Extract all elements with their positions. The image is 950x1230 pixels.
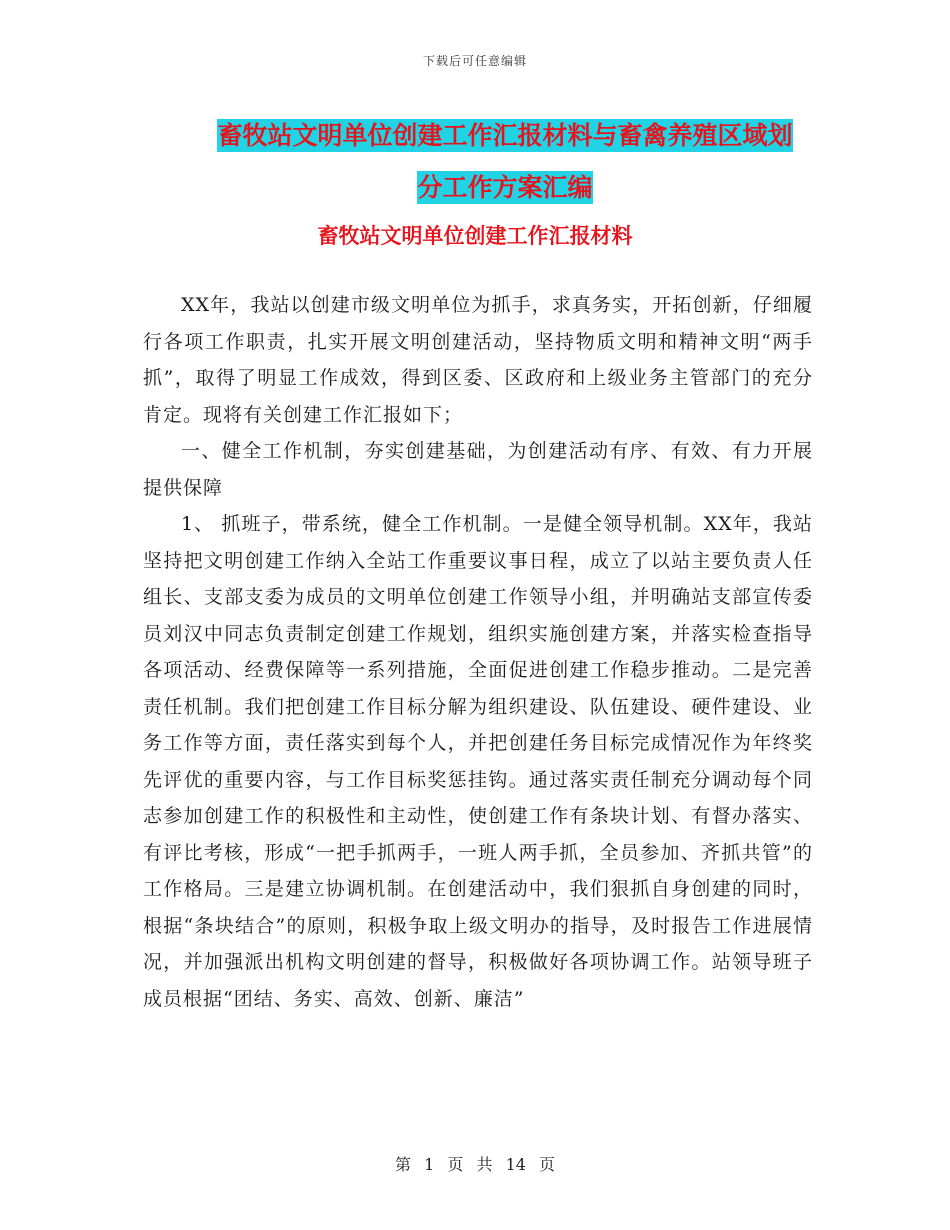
footer-total-pages: 14: [505, 1155, 526, 1174]
footer-page-word: 页: [447, 1155, 464, 1174]
section-title: 畜牧站文明单位创建工作汇报材料: [317, 224, 633, 248]
paragraph-heading-1: 一、健全工作机制，夯实创建基础，为创建活动有序、有效、有力开展提供保障: [143, 440, 813, 499]
footer-suffix: 页: [539, 1155, 556, 1174]
document-body: [143, 287, 813, 1017]
document-title: [195, 110, 815, 214]
page-footer: [0, 1152, 950, 1175]
header-note: 下载后可任意编辑: [422, 54, 527, 68]
document-title-line-2: 分工作方案汇编: [417, 173, 593, 202]
paragraph-item-1: 1、 抓班子，带系统，健全工作机制。一是健全领导机制。XX年，我站坚持把文明创建工作纳入全站工作重要议事日程，成立了以站主要负责人任组长、支部支委为成员的文明单位创建工作领导小组，并明确站支部宣传委员刘汉中同志负责制定创建工作规划，组织实施创建方案，并落实检查指导各项活动、经费保障等一系列措施，全面促进创建工作稳步推动。二是完善责任机制。我们把创建工作目标分解为组织建设、队伍建设、硬件建设、业务工作等方面，责任落实到每个人，并把创建任务目标完成情况作为年终奖先评优的重要内容，与工作目标奖惩挂钩。通过落实责任制充分调动每个同志参加创建工作的积极性和主动性，使创建工作有条块计划、有督办落实、有评比考核，形成“一把手抓两手，一班人两手抓，全员参加、齐抓共管”的工作格局。三是建立协调机制。在创建活动中，我们狠抓自身创建的同时，根据“条块结合”的原则，积极争取上级文明办的指导，及时报告工作进展情况，并加强派出机构文明创建的督导，积极做好各项协调工作。站领导班子成员根据“团结、务实、高效、创新、廉洁”: [143, 513, 813, 1010]
footer-current-page: 1: [424, 1155, 435, 1174]
paragraph-intro: XX年，我站以创建市级文明单位为抓手，求真务实，开拓创新，仔细履行各项工作职责，扎实开展文明创建活动，坚持物质文明和精神文明“两手抓”，取得了明显工作成效，得到区委、区政府和上级业务主管部门的充分肯定。现将有关创建工作汇报如下；: [143, 294, 813, 426]
footer-total-word: 共: [476, 1155, 493, 1174]
footer-prefix: 第: [394, 1155, 411, 1174]
document-title-line-1: 畜牧站文明单位创建工作汇报材料与畜禽养殖区域划: [217, 121, 793, 150]
